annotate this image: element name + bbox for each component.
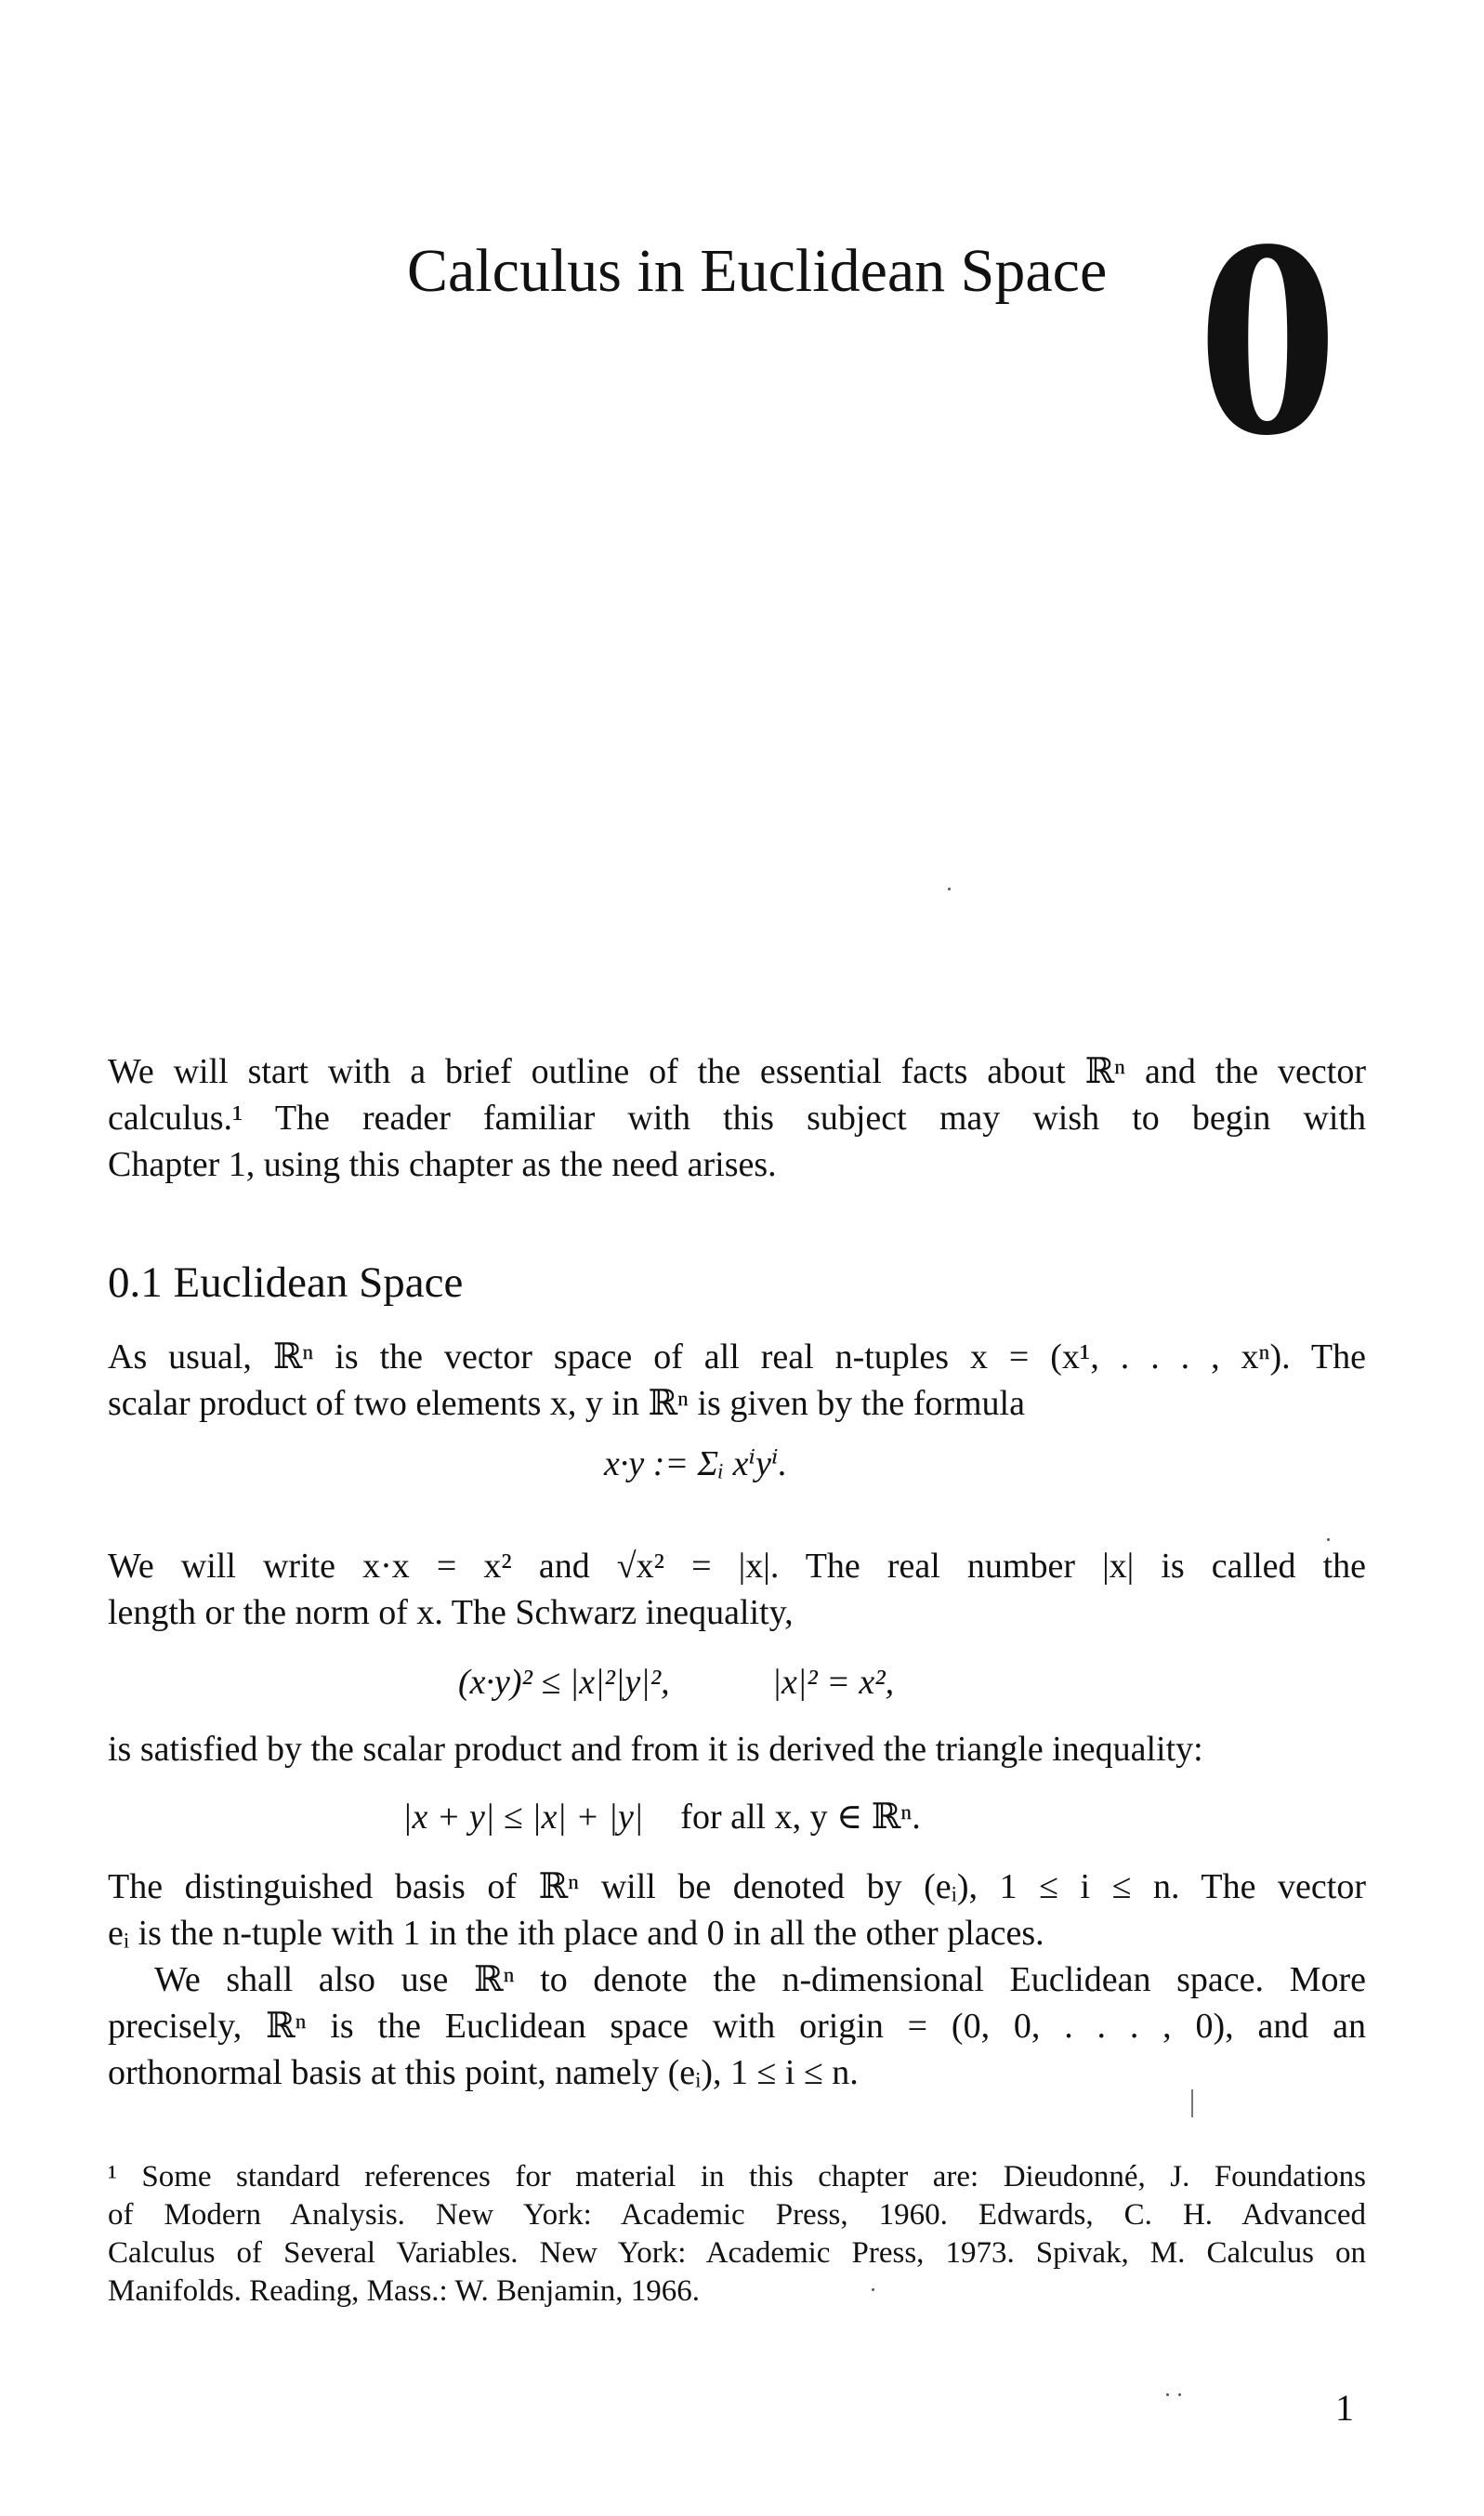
triangle-inequality-equation [402,1794,921,1840]
paragraph-vector-space [108,1334,1366,1427]
intro-line-2: calculus.¹ The reader familiar with this subject may wish to begin with [108,1099,1366,1138]
paragraph-norm [108,1543,1366,1636]
paragraph-line: We will write x·x = x² and √x² = |x|. The real number |x| is called the [108,1547,1366,1586]
scan-mark-line [1191,2089,1193,2117]
section-heading: 0.1 Euclidean Space [108,1258,464,1307]
footnote [108,2158,1366,2311]
paragraph-line: scalar product of two elements x, y in ℝⁿ is given by the formula [108,1384,1025,1423]
paragraph-triangle [108,1726,1366,1772]
scalar-product-equation: x·y := Σᵢ xⁱyⁱ. [604,1444,788,1483]
paragraph-line: precisely, ℝⁿ is the Euclidean space with origin = (0, 0, . . . , 0), and an [108,2007,1366,2046]
paragraph-line: The distinguished basis of ℝⁿ will be denoted by (eᵢ), 1 ≤ i ≤ n. The vector [108,1867,1366,1906]
footnote-line: Calculus of Several Variables. New York: Academic Press, 1973. Spivak, M. Calculus on [108,2236,1366,2270]
intro-line-1: We will start with a brief outline of the essential facts about ℝⁿ and the vector [108,1052,1366,1091]
footnote-line: ¹ Some standard references for material in this chapter are: Dieudonné, J. Foundations [108,2160,1366,2193]
scan-speck [872,2288,874,2291]
paragraph-basis [108,1864,1366,1956]
scan-speck [1166,2393,1169,2396]
paragraph-line: length or the norm of x. The Schwarz inequality, [108,1593,794,1632]
triangle-inequality-left: |x + y| ≤ |x| + |y| [402,1798,644,1837]
paragraph-line: orthonormal basis at this point, namely (eᵢ), 1 ≤ i ≤ n. [108,2053,859,2092]
page-number: 1 [1335,2387,1354,2429]
footnote-line: of Modern Analysis. New York: Academic Press, 1960. Edwards, C. H. Advanced [108,2198,1366,2232]
schwarz-inequality-equation [458,1659,894,1706]
scan-speck [1178,2393,1181,2396]
paragraph-line: As usual, ℝⁿ is the vector space of all real n-tuples x = (x¹, . . . , xⁿ). The [108,1337,1366,1377]
paragraph-line: We shall also use ℝⁿ to denote the n-dimensional Euclidean space. More [154,1960,1366,1999]
norm-squared-identity: |x|² = x², [771,1663,895,1702]
chapter-title: Calculus in Euclidean Space [407,237,1108,305]
paragraph-line: is satisfied by the scalar product and from it is derived the triangle inequality: [108,1730,1203,1769]
footnote-line: Manifolds. Reading, Mass.: W. Benjamin, 1966. [108,2274,701,2308]
scan-speck [1327,1538,1330,1541]
chapter-number: 0 [1197,179,1339,494]
scan-speck [948,888,951,890]
schwarz-inequality-left: (x·y)² ≤ |x|²|y|², [458,1663,670,1702]
intro-line-3: Chapter 1, using this chapter as the need arises. [108,1145,777,1184]
intro-paragraph [108,1048,1366,1188]
paragraph-line: eᵢ is the n-tuple with 1 in the ith place and 0 in all the other places. [108,1914,1044,1953]
paragraph-euclidean-space [108,1956,1366,2096]
triangle-inequality-right: for all x, y ∈ ℝⁿ. [680,1798,921,1837]
